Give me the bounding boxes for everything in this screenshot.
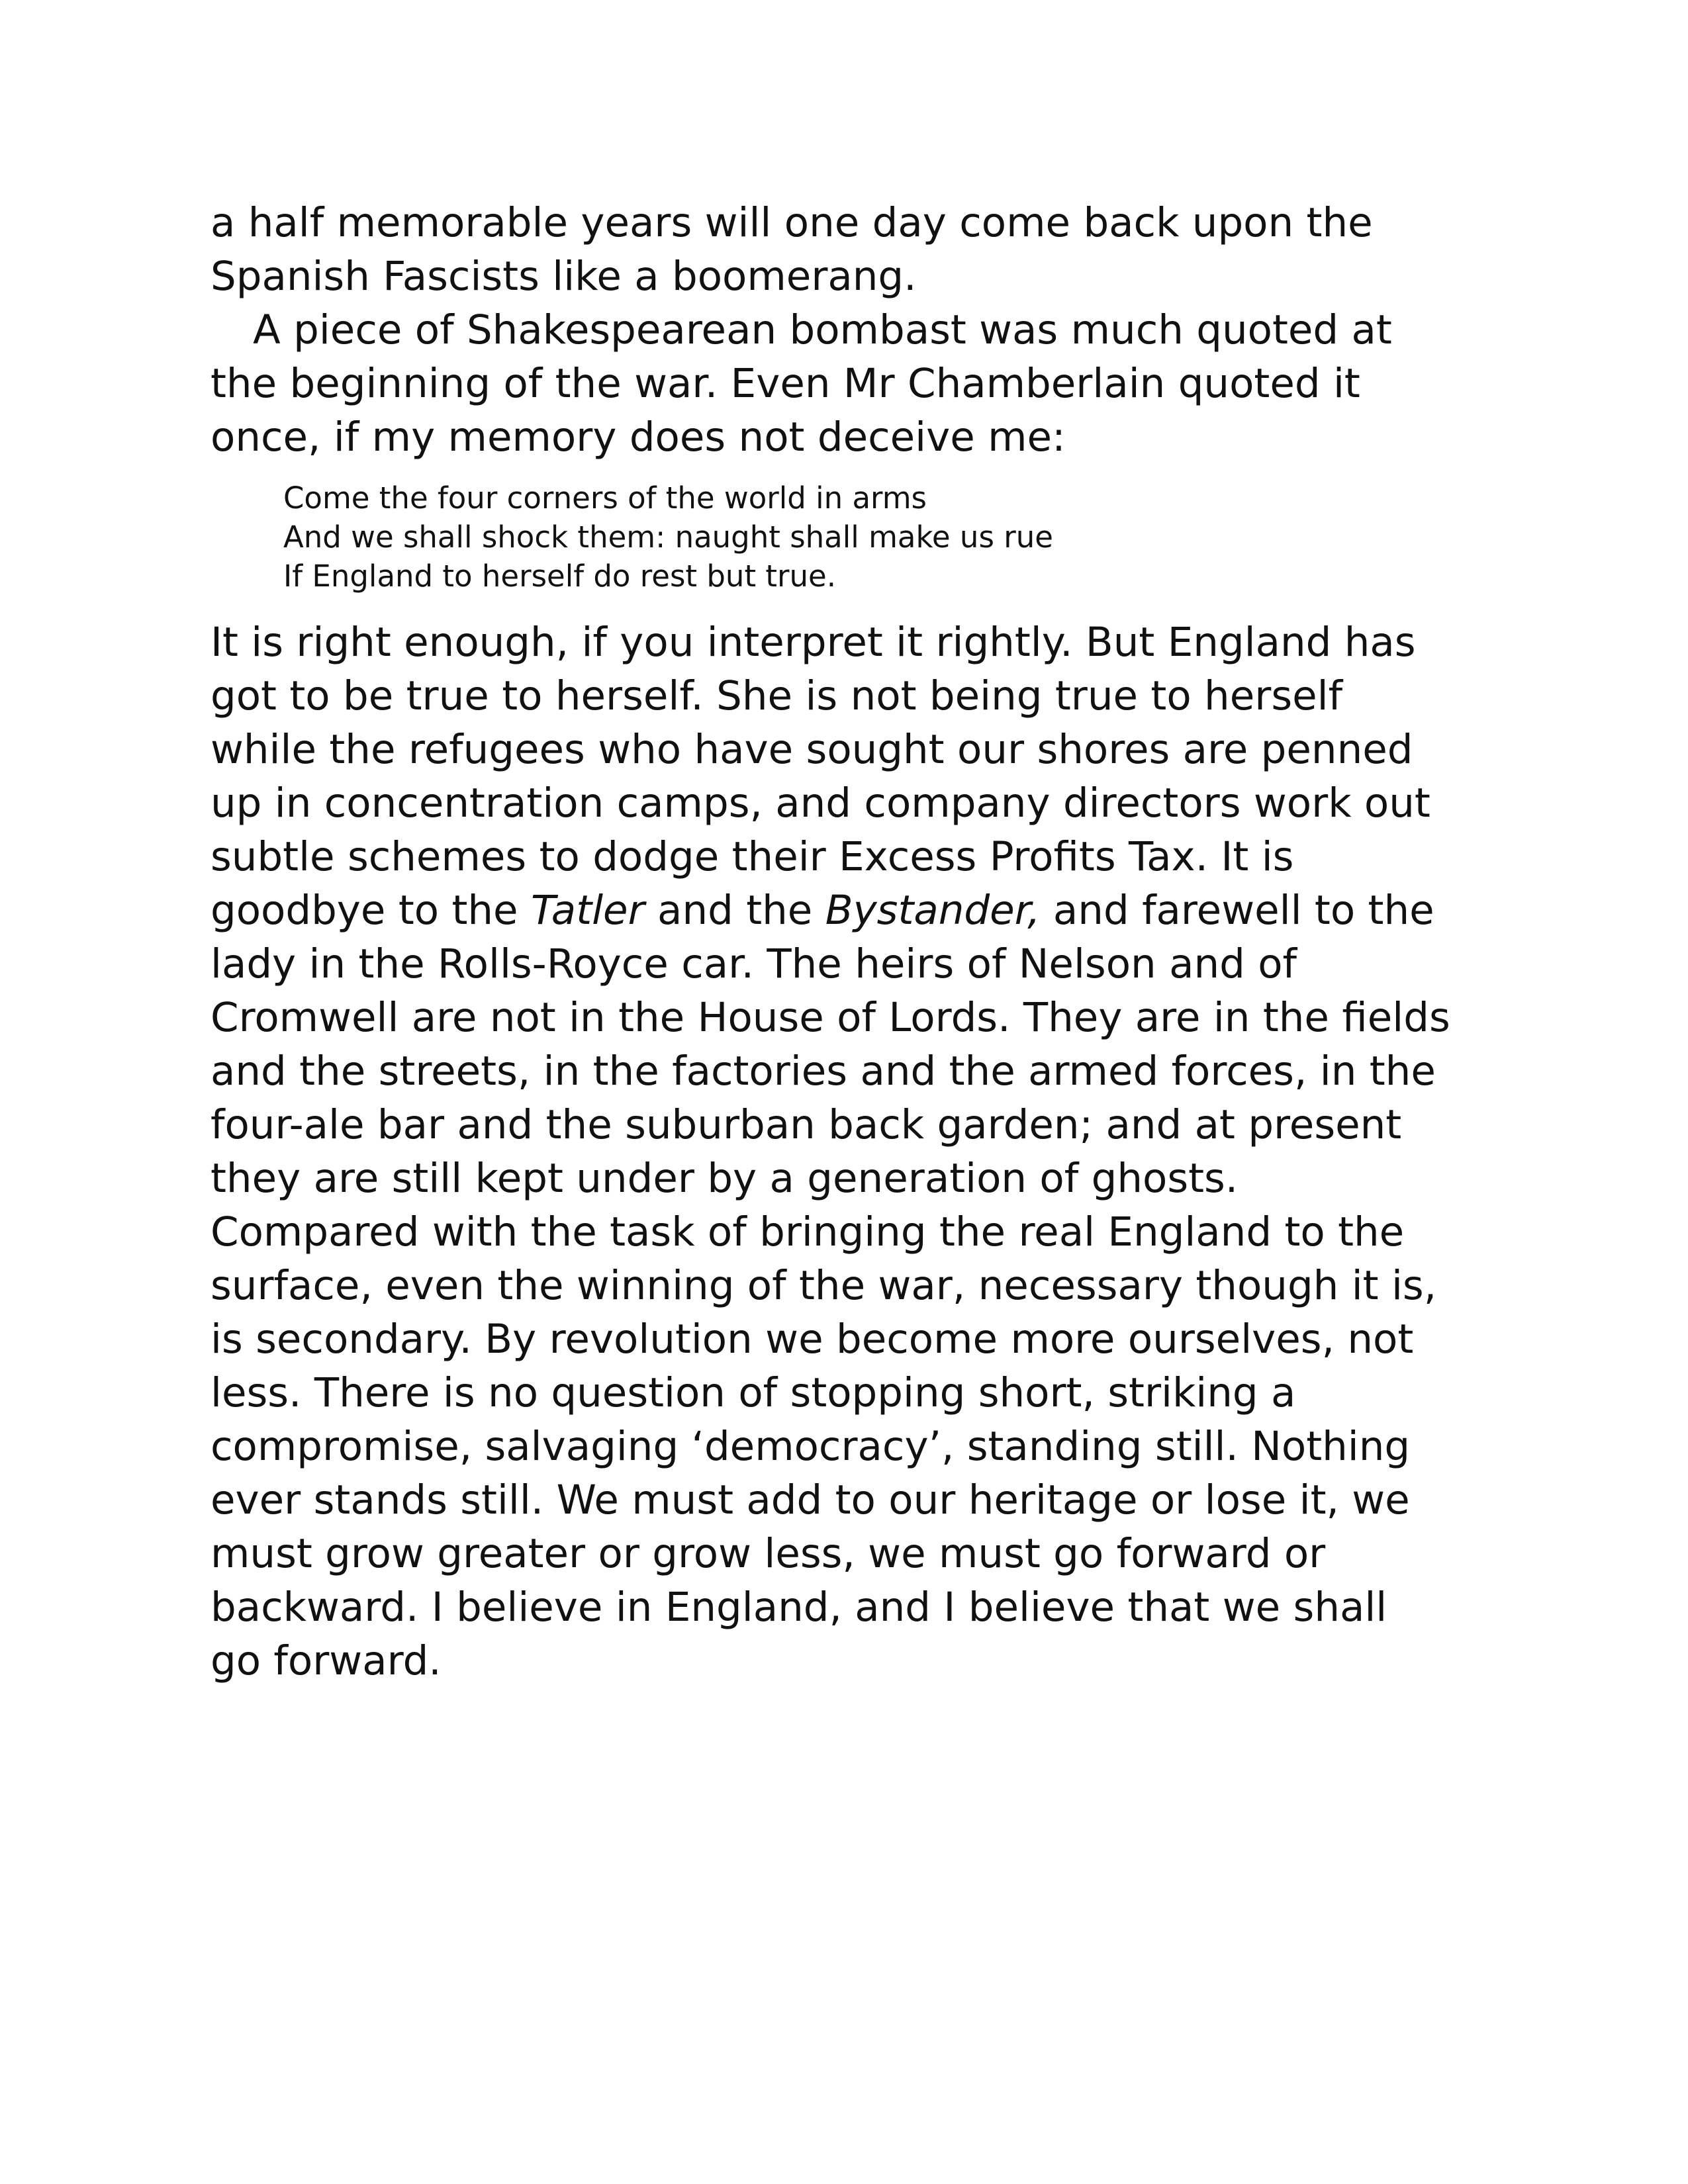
text-line: four-ale bar and the suburban back garden; and at present bbox=[211, 1101, 1402, 1148]
paragraph-conclusion bbox=[211, 615, 1508, 1688]
verse-line: Come the four corners of the world in arms bbox=[283, 480, 927, 516]
text-line: ever stands still. We must add to our heritage or lose it, we bbox=[211, 1477, 1410, 1524]
text-line: It is right enough, if you interpret it rightly. But England has bbox=[211, 619, 1416, 666]
paragraph-continuation bbox=[211, 196, 1508, 303]
text-line-with-titles bbox=[211, 884, 1508, 937]
paragraph-shakespeare-intro bbox=[211, 303, 1508, 464]
text-line: Cromwell are not in the House of Lords. They are in the fields bbox=[211, 994, 1450, 1041]
text-segment: and farewell to the bbox=[1040, 887, 1434, 934]
text-line: compromise, salvaging ‘democracy’, standing still. Nothing bbox=[211, 1423, 1411, 1470]
text-line: while the refugees who have sought our shores are penned bbox=[211, 726, 1413, 773]
magazine-title-tatler: Tatler bbox=[530, 887, 645, 934]
magazine-title-bystander: Bystander, bbox=[825, 887, 1041, 934]
text-line: Compared with the task of bringing the real England to the bbox=[211, 1208, 1405, 1255]
text-segment: goodbye to the bbox=[211, 887, 531, 934]
text-line: a half memorable years will one day come back upon the bbox=[211, 199, 1373, 246]
text-line: up in concentration camps, and company directors work out bbox=[211, 780, 1430, 827]
text-line: lady in the Rolls-Royce car. The heirs of Nelson and of bbox=[211, 940, 1297, 987]
text-line: and the streets, in the factories and the armed forces, in the bbox=[211, 1048, 1436, 1095]
text-line: go forward. bbox=[211, 1637, 442, 1684]
text-line: they are still kept under by a generation of ghosts. bbox=[211, 1155, 1239, 1202]
verse-quotation bbox=[211, 478, 1508, 596]
text-line: must grow greater or grow less, we must go forward or bbox=[211, 1530, 1326, 1577]
document-page bbox=[211, 196, 1508, 1688]
text-line: subtle schemes to dodge their Excess Profits Tax. It is bbox=[211, 833, 1294, 880]
text-line: once, if my memory does not deceive me: bbox=[211, 414, 1066, 461]
text-segment: and the bbox=[644, 887, 825, 934]
text-line: surface, even the winning of the war, necessary though it is, bbox=[211, 1262, 1437, 1309]
verse-line: If England to herself do rest but true. bbox=[283, 559, 837, 594]
text-line: is secondary. By revolution we become more ourselves, not bbox=[211, 1316, 1414, 1363]
text-line: Spanish Fascists like a boomerang. bbox=[211, 253, 917, 300]
verse-line: And we shall shock them: naught shall make us rue bbox=[283, 520, 1053, 555]
text-line: A piece of Shakespearean bombast was much quoted at bbox=[253, 306, 1392, 353]
text-line: less. There is no question of stopping short, striking a bbox=[211, 1369, 1296, 1416]
text-line: got to be true to herself. She is not being true to herself bbox=[211, 672, 1343, 719]
text-line: the beginning of the war. Even Mr Chamberlain quoted it bbox=[211, 360, 1360, 407]
text-line: backward. I believe in England, and I believe that we shall bbox=[211, 1584, 1387, 1631]
